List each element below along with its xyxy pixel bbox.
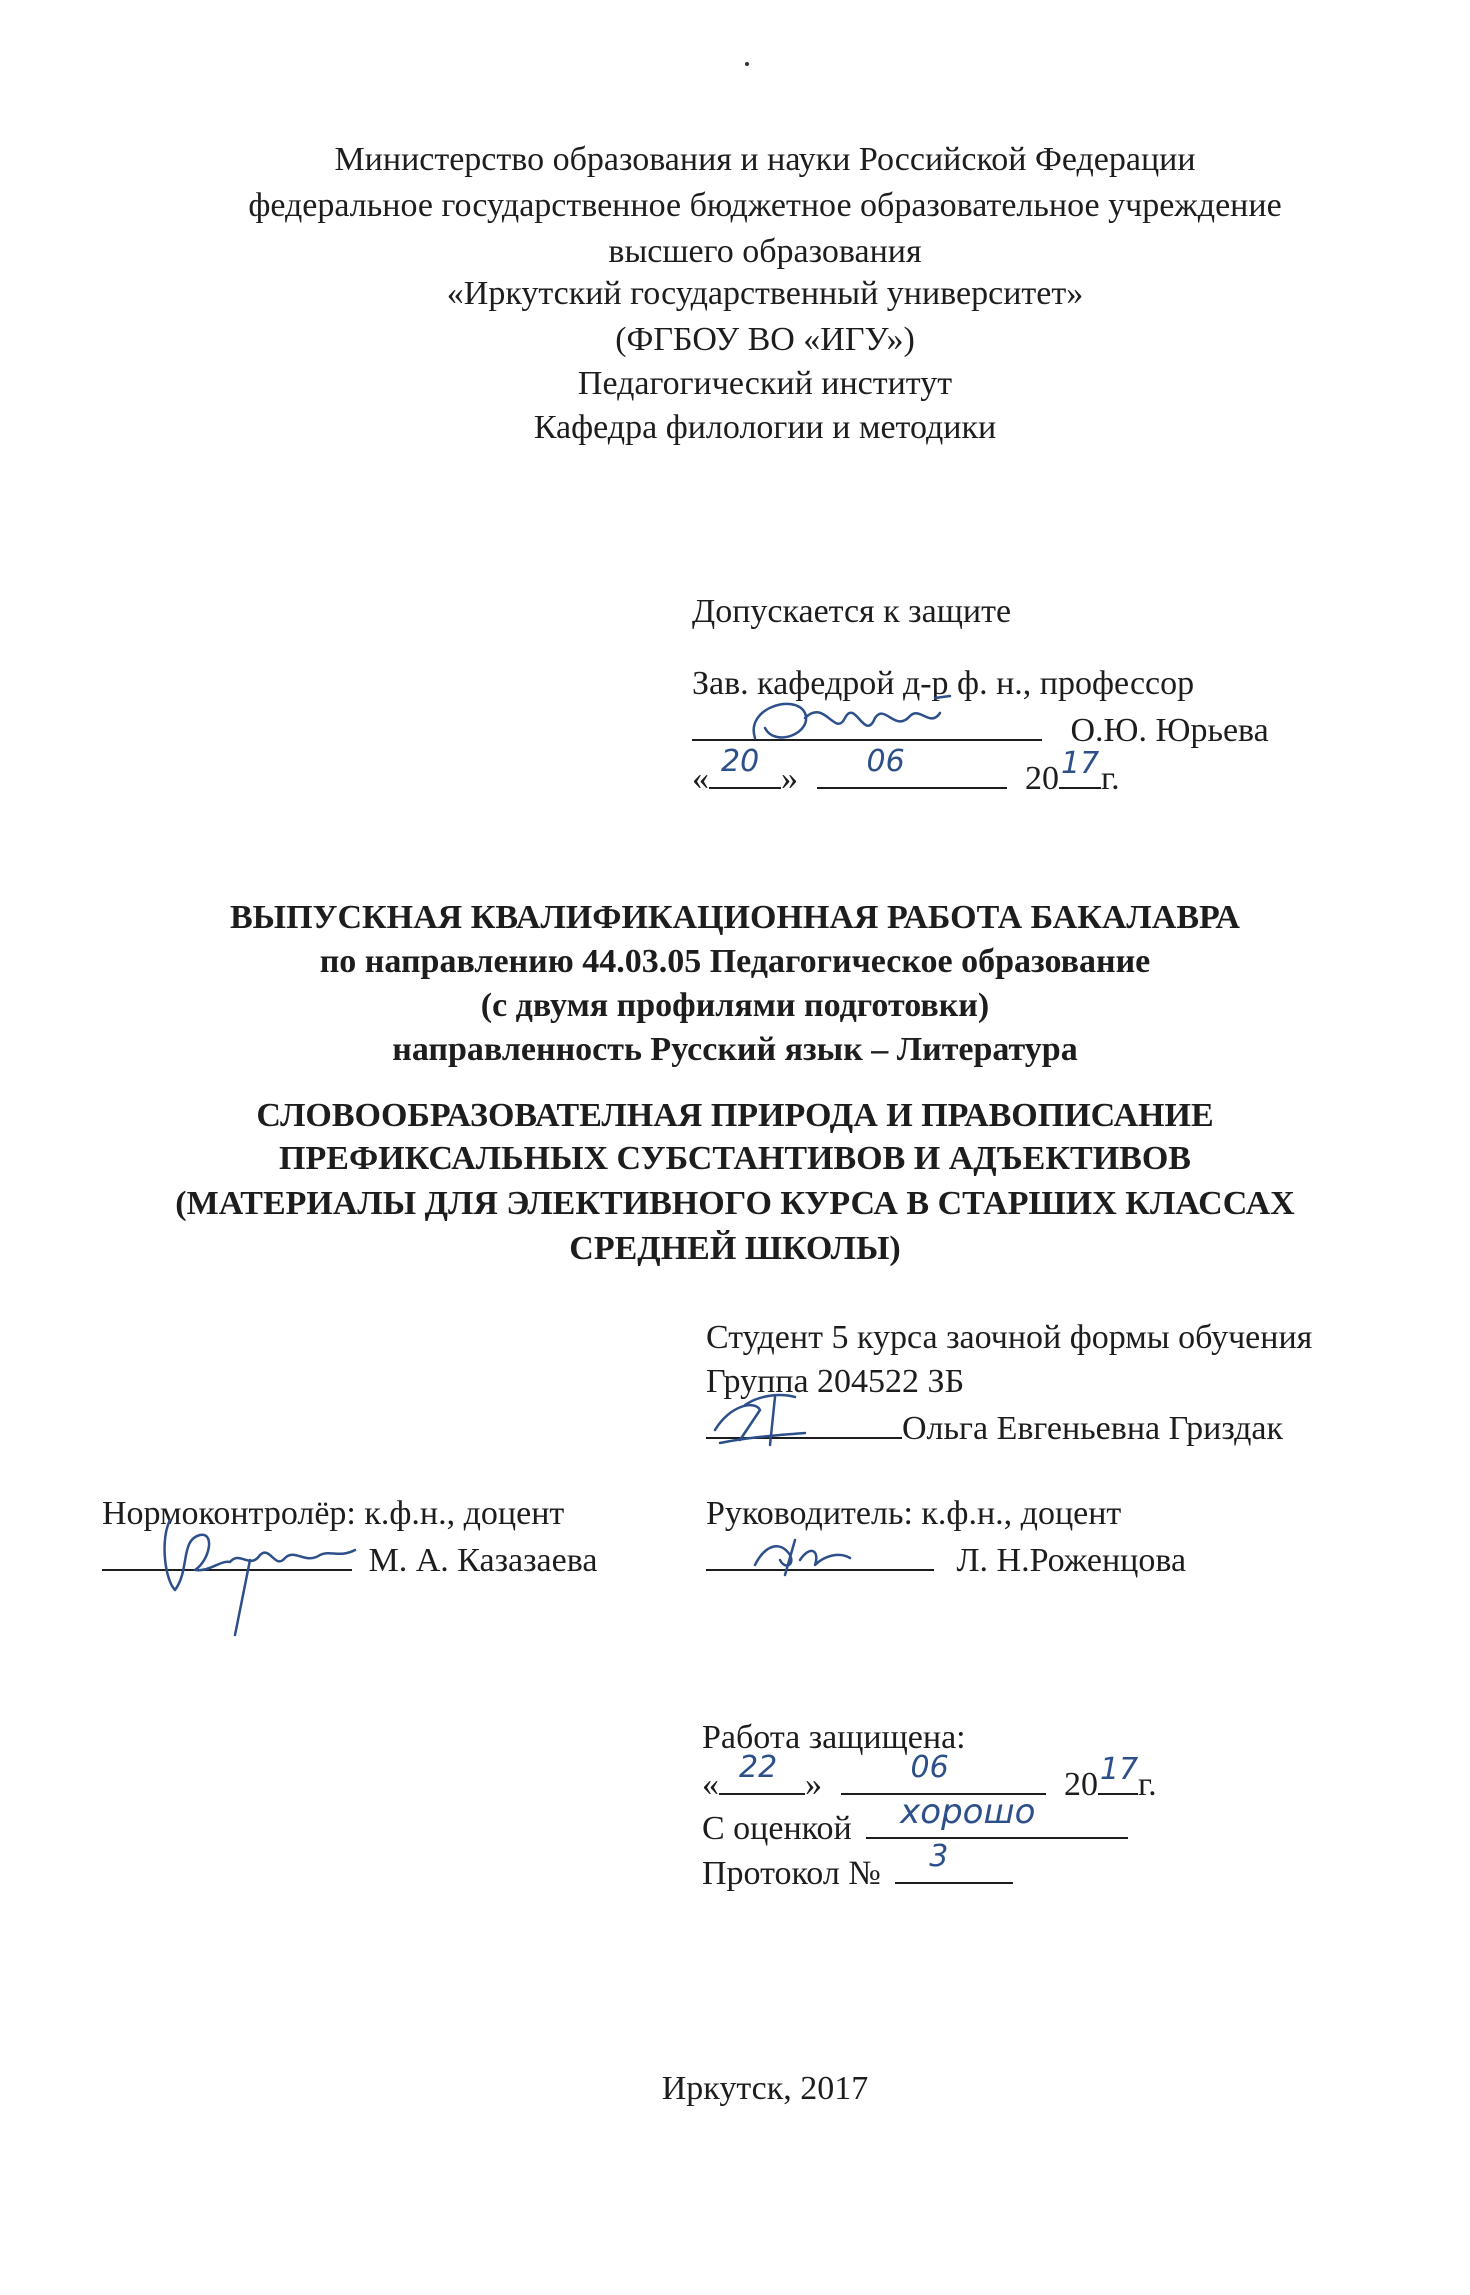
header-university-abbr: (ФГБОУ ВО «ИГУ») (615, 321, 915, 358)
header-department: Кафедра филологии и методики (533, 409, 997, 446)
work-profiles: (с двумя профилями подготовки) (480, 987, 990, 1024)
approval-month: 06 (866, 744, 905, 779)
work-title-line-2: ПРЕФИКСАЛЬНЫХ СУБСТАНТИВОВ И АДЪЕКТИВОВ (279, 1140, 1191, 1177)
defense-day-field (719, 1750, 805, 1795)
work-orientation: направленность Русский язык – Литература (392, 1031, 1078, 1068)
approval-signature (735, 688, 995, 758)
defense-protocol-label: Протокол № (702, 1855, 881, 1892)
defense-grade-field (866, 1792, 1128, 1839)
student-signature (700, 1385, 820, 1455)
work-title-line-4: СРЕДНЕЙ ШКОЛЫ) (569, 1230, 901, 1267)
normcontrol-signature (140, 1500, 370, 1650)
defense-year-field (1098, 1752, 1139, 1795)
header-university-name: «Иркутский государственный университет» (446, 275, 1084, 312)
approval-day: 20 (721, 744, 760, 779)
defense-quote-close: » (805, 1766, 822, 1803)
defense-quote-open: « (702, 1766, 719, 1803)
approval-date-line (692, 744, 1120, 800)
work-type: ВЫПУСКНАЯ КВАЛИФИКАЦИОННАЯ РАБОТА БАКАЛАВРА (230, 899, 1240, 936)
normcontrol-label: Нормоконтролёр: к.ф.н., доцент (102, 1495, 565, 1532)
approval-year-field (1059, 746, 1101, 789)
defense-protocol-field (895, 1839, 1013, 1884)
defense-title: Работа защищена: (702, 1719, 966, 1756)
header-ministry: Министерство образования и науки Российской Федерации (334, 141, 1196, 178)
scan-speck (745, 62, 749, 66)
defense-protocol-line (702, 1839, 1013, 1895)
student-name: Ольга Евгеньевна Гриздак (902, 1410, 1284, 1447)
approval-quote-open: « (692, 760, 709, 797)
defense-year-end: г. (1138, 1766, 1157, 1803)
defense-grade: хорошо (900, 1792, 1036, 1832)
defense-year-suffix: 17 (1100, 1752, 1139, 1787)
approval-month-field (817, 744, 1007, 789)
footer-city-year: Иркутск, 2017 (661, 2070, 869, 2107)
defense-protocol-number: 3 (929, 1839, 949, 1874)
approval-name: О.Ю. Юрьева (1070, 712, 1269, 749)
supervisor-name: Л. Н.Роженцова (956, 1542, 1187, 1579)
work-title-line-3: (МАТЕРИАЛЫ ДЛЯ ЭЛЕКТИВНОГО КУРСА В СТАРШИХ КЛАССАХ (175, 1185, 1295, 1222)
normcontrol-name: М. А. Казазаева (368, 1542, 598, 1579)
header-education-level: высшего образования (608, 233, 922, 270)
header-institute: Педагогический институт (577, 365, 953, 402)
approval-year-suffix: 17 (1061, 746, 1100, 781)
defense-month: 06 (910, 1750, 949, 1785)
student-course: Студент 5 курса заочной формы обучения (706, 1319, 1313, 1356)
approval-position: Зав. кафедрой д-р ф. н., профессор (692, 665, 1195, 702)
approval-year-prefix: 20 (1025, 760, 1059, 797)
header-institution-type: федеральное государственное бюджетное образовательное учреждение (248, 187, 1282, 224)
defense-year-prefix: 20 (1064, 1766, 1098, 1803)
student-group: Группа 204522 ЗБ (706, 1363, 965, 1400)
supervisor-label: Руководитель: к.ф.н., доцент (706, 1495, 1122, 1532)
approval-year-end: г. (1101, 760, 1120, 797)
defense-day: 22 (739, 1750, 778, 1785)
approval-day-field (709, 744, 781, 789)
defense-grade-label: С оценкой (702, 1810, 852, 1847)
supervisor-signature (745, 1530, 865, 1580)
approval-quote-close: » (781, 760, 798, 797)
defense-grade-line (702, 1792, 1128, 1850)
approval-title: Допускается к защите (692, 593, 1012, 630)
work-title-line-1: СЛОВООБРАЗОВАТЕЛНАЯ ПРИРОДА И ПРАВОПИСАНИЕ (256, 1097, 1214, 1134)
work-direction: по направлению 44.03.05 Педагогическое образование (319, 943, 1151, 980)
